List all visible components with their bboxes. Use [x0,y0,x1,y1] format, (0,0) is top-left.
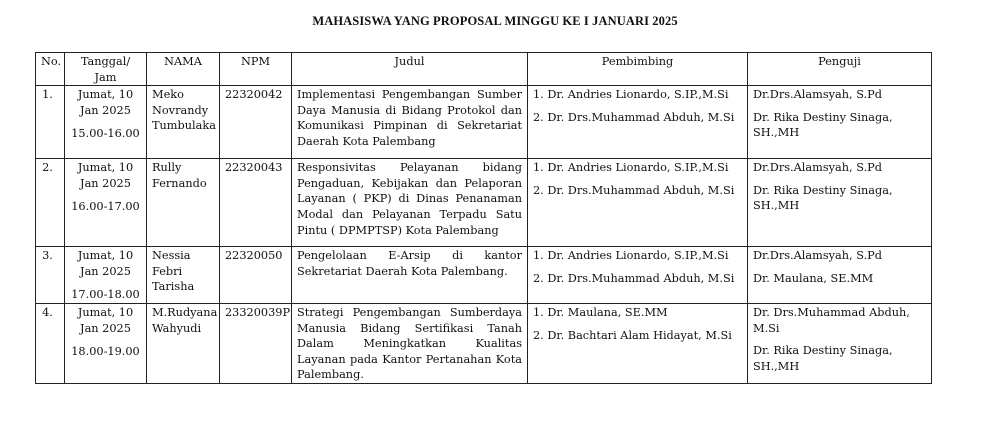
row-time: 16.00-17.00 [71,200,140,214]
table-row [36,247,932,304]
penguji-2: Dr. Rika Destiny Sinaga, SH.,MH [753,183,893,213]
row-date: Jumat, 10 Jan 2025 [77,161,134,190]
row-pembimbing [528,247,748,304]
row-nama: Rully Fernando [147,159,220,247]
row-date-time [65,86,147,159]
penguji-2: Dr. Rika Destiny Sinaga, SH.,MH [753,110,893,140]
row-judul: Implementasi Pengembangan Sumber Daya Manusia di Bidang Protokol dan Komunikasi Pimpinan di Sekretariat Daerah Kota Palembang [292,86,528,159]
row-penguji [748,303,932,383]
row-date-time [65,247,147,304]
header-judul: Judul [292,53,528,86]
penguji-1: Dr. Drs.Muhammad Abduh, M.Si [753,305,910,335]
row-nama: Nessia Febri Tarisha [147,247,220,304]
row-npm: 23320039P [220,303,292,383]
penguji-2: Dr. Maulana, SE.MM [753,271,874,285]
row-npm: 22320043 [220,159,292,247]
header-npm: NPM [220,53,292,86]
row-date: Jumat, 10 Jan 2025 [77,88,134,117]
row-npm: 22320042 [220,86,292,159]
pembimbing-1: 1. Dr. Andries Lionardo, S.IP.,M.Si [533,249,729,263]
pembimbing-1: 1. Dr. Maulana, SE.MM [533,305,668,319]
row-number: 1. [36,86,65,159]
proposal-schedule-table [35,52,932,384]
penguji-1: Dr.Drs.Alamsyah, S.Pd [753,161,883,175]
header-penguji: Penguji [748,53,932,86]
row-date: Jumat, 10 Jan 2025 [77,249,134,278]
row-nama: Meko Novrandy Tumbulaka [147,86,220,159]
row-pembimbing [528,159,748,247]
header-pembimbing: Pembimbing [528,53,748,86]
table-row [36,86,932,159]
pembimbing-2: 2. Dr. Drs.Muhammad Abduh, M.Si [533,271,735,285]
header-no: No. [36,53,65,86]
pembimbing-2: 2. Dr. Drs.Muhammad Abduh, M.Si [533,110,735,124]
pembimbing-1: 1. Dr. Andries Lionardo, S.IP.,M.Si [533,88,729,102]
table-header-row [36,53,932,86]
row-npm: 22320050 [220,247,292,304]
penguji-1: Dr.Drs.Alamsyah, S.Pd [753,249,883,263]
document-title: MAHASISWA YANG PROPOSAL MINGGU KE I JANUARI 2025 [312,14,678,28]
row-pembimbing [528,86,748,159]
row-number: 2. [36,159,65,247]
header-nama: NAMA [147,53,220,86]
row-judul: Strategi Pengembangan Sumberdaya Manusia Bidang Sertifikasi Tanah Dalam Meningkatkan Kualitas Layanan pada Kantor Pertanahan Kota Palembang. [292,303,528,383]
pembimbing-2: 2. Dr. Drs.Muhammad Abduh, M.Si [533,183,735,197]
row-pembimbing [528,303,748,383]
row-judul: Pengelolaan E-Arsip di kantor Sekretariat Daerah Kota Palembang. [292,247,528,304]
penguji-1: Dr.Drs.Alamsyah, S.Pd [753,88,883,102]
row-number: 4. [36,303,65,383]
row-time: 17.00-18.00 [71,288,140,302]
row-nama: M.Rudyana Wahyudi [147,303,220,383]
penguji-2: Dr. Rika Destiny Sinaga, SH.,MH [753,344,893,373]
row-date-time [65,303,147,383]
row-judul: Responsivitas Pelayanan bidang Pengaduan, Kebijakan dan Pelaporan Layanan ( PKP) di Dinas Penanaman Modal dan Pelayanan Terpadu Satu Pintu ( DPMPTSP) Kota Palembang [292,159,528,247]
row-time: 15.00-16.00 [71,127,140,141]
header-tanggal-jam: Tanggal/ Jam [65,53,147,86]
pembimbing-1: 1. Dr. Andries Lionardo, S.IP.,M.Si [533,161,729,175]
row-time: 18.00-19.00 [71,345,140,359]
row-penguji [748,159,932,247]
row-penguji [748,86,932,159]
table-row [36,303,932,383]
pembimbing-2: 2. Dr. Bachtari Alam Hidayat, M.Si [533,328,732,342]
table-row [36,159,932,247]
row-date-time [65,159,147,247]
row-date: Jumat, 10 Jan 2025 [77,305,134,335]
row-number: 3. [36,247,65,304]
row-penguji [748,247,932,304]
